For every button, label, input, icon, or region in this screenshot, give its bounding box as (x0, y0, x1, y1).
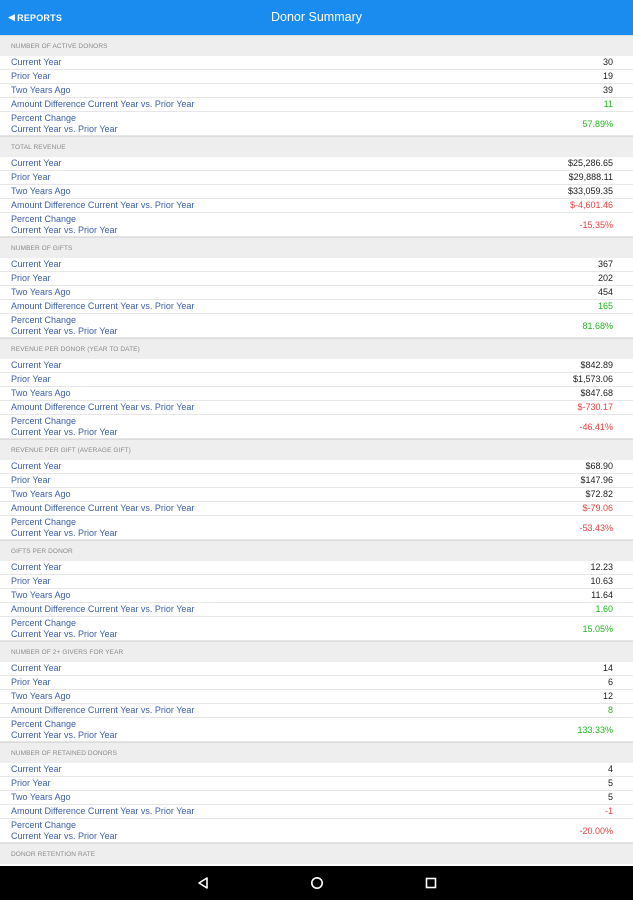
row-value: 8 (607, 705, 613, 715)
square-recents-icon (424, 876, 438, 890)
row-label: Current Year (11, 562, 62, 572)
row-value: 367 (597, 259, 613, 269)
row-value: 133.33% (577, 725, 613, 735)
table-row (0, 286, 633, 300)
row-value: 165 (597, 301, 613, 311)
table-row (0, 171, 633, 185)
row-label: Prior Year (11, 71, 51, 81)
row-label: Two Years Ago (11, 792, 71, 802)
row-value: $29,888.11 (568, 172, 613, 182)
row-label (11, 719, 118, 741)
row-label: Current Year (11, 764, 62, 774)
row-label: Two Years Ago (11, 287, 71, 297)
table-row (0, 516, 633, 540)
row-label: Two Years Ago (11, 388, 71, 398)
row-label-line-2: Current Year vs. Prior Year (11, 831, 118, 841)
row-label-line-1: Percent Change (11, 315, 77, 325)
row-label: Prior Year (11, 172, 51, 182)
section-header-number-of-2-givers-for-year: NUMBER OF 2+ GIVERS FOR YEAR (0, 641, 633, 662)
row-label: Amount Difference Current Year vs. Prior Year (11, 604, 195, 614)
row-label: Prior Year (11, 475, 51, 485)
table-row (0, 258, 633, 272)
table-row (0, 718, 633, 742)
row-value: $33,059.35 (567, 186, 613, 196)
row-value: 15.05% (582, 624, 613, 634)
row-label-line-1: Percent Change (11, 113, 77, 123)
table-row (0, 460, 633, 474)
row-label (11, 517, 118, 539)
table-row (0, 272, 633, 286)
row-label-line-2: Current Year vs. Prior Year (11, 528, 118, 538)
table-row (0, 805, 633, 819)
section-header-total-revenue: TOTAL REVENUE (0, 136, 633, 157)
table-row (0, 617, 633, 641)
row-value: $847.68 (580, 388, 613, 398)
circle-home-icon (310, 876, 324, 890)
table-row (0, 300, 633, 314)
triangle-back-icon (196, 876, 210, 890)
table-row (0, 199, 633, 213)
table-row (0, 704, 633, 718)
report-list[interactable] (0, 35, 633, 866)
row-label: Prior Year (11, 778, 51, 788)
row-label (11, 315, 118, 337)
row-value: 11.64 (591, 590, 613, 600)
row-label: Two Years Ago (11, 489, 71, 499)
table-row (0, 676, 633, 690)
row-value: 6 (607, 677, 613, 687)
table-row (0, 401, 633, 415)
section-header-number-of-retained-donors: NUMBER OF RETAINED DONORS (0, 742, 633, 763)
row-label-line-2: Current Year vs. Prior Year (11, 427, 118, 437)
nav-recents-button[interactable] (411, 866, 451, 900)
row-value: 39 (602, 85, 613, 95)
row-label-line-2: Current Year vs. Prior Year (11, 326, 118, 336)
table-row (0, 213, 633, 237)
table-row (0, 373, 633, 387)
row-label: Current Year (11, 158, 62, 168)
row-value: 454 (597, 287, 613, 297)
row-label: Two Years Ago (11, 186, 71, 196)
row-label (11, 416, 118, 438)
table-row (0, 112, 633, 136)
row-value: $25,286.65 (567, 158, 613, 168)
row-value: 14 (602, 663, 613, 673)
row-value: $-4,601.46 (569, 200, 613, 210)
table-row (0, 359, 633, 373)
row-label: Prior Year (11, 576, 51, 586)
table-row (0, 415, 633, 439)
row-value: $147.96 (580, 475, 613, 485)
row-label (11, 820, 118, 842)
row-value: -1 (604, 806, 613, 816)
table-row (0, 70, 633, 84)
row-value: 81.68% (582, 321, 613, 331)
table-row (0, 603, 633, 617)
section-header-number-of-active-donors: NUMBER OF ACTIVE DONORS (0, 35, 633, 56)
table-row (0, 488, 633, 502)
table-row (0, 98, 633, 112)
section-header-donor-retention-rate: DONOR RETENTION RATE (0, 843, 633, 864)
table-row (0, 387, 633, 401)
row-label: Amount Difference Current Year vs. Prior Year (11, 806, 195, 816)
row-label: Amount Difference Current Year vs. Prior Year (11, 200, 195, 210)
table-row (0, 474, 633, 488)
row-value: 12.23 (590, 562, 613, 572)
row-label (11, 618, 118, 640)
row-label-line-2: Current Year vs. Prior Year (11, 730, 118, 740)
table-row (0, 314, 633, 338)
top-app-bar (0, 0, 633, 35)
row-label: Current Year (11, 461, 62, 471)
table-row (0, 84, 633, 98)
nav-home-button[interactable] (297, 866, 337, 900)
row-value: $68.90 (585, 461, 613, 471)
section-header-revenue-per-donor-year-to-date: REVENUE PER DONOR (YEAR TO DATE) (0, 338, 633, 359)
row-value: $-730.17 (577, 402, 613, 412)
section-header-number-of-gifts: NUMBER OF GIFTS (0, 237, 633, 258)
row-value: 1.60 (595, 604, 613, 614)
row-label (11, 214, 118, 236)
row-label (11, 113, 118, 135)
row-value: 11 (603, 99, 613, 109)
row-label: Amount Difference Current Year vs. Prior Year (11, 705, 195, 715)
row-value: $-79.06 (582, 503, 613, 513)
table-row (0, 575, 633, 589)
row-value: -46.41% (579, 422, 613, 432)
table-row (0, 56, 633, 70)
row-value: $72.82 (585, 489, 613, 499)
row-label: Amount Difference Current Year vs. Prior Year (11, 301, 195, 311)
back-button-label: REPORTS (17, 12, 63, 23)
row-label-line-2: Current Year vs. Prior Year (11, 629, 118, 639)
row-label-line-1: Percent Change (11, 214, 77, 224)
row-label: Current Year (11, 360, 62, 370)
row-value: -20.00% (579, 826, 613, 836)
row-label: Prior Year (11, 273, 51, 283)
table-row (0, 819, 633, 843)
table-row (0, 185, 633, 199)
row-value: 30 (602, 57, 613, 67)
row-value: -53.43% (579, 523, 613, 533)
row-label: Current Year (11, 663, 62, 673)
table-row (0, 502, 633, 516)
table-row (0, 763, 633, 777)
table-row (0, 662, 633, 676)
system-navigation-bar (0, 866, 633, 900)
row-label-line-1: Percent Change (11, 416, 77, 426)
table-row (0, 777, 633, 791)
row-value: 19 (602, 71, 613, 81)
row-label: Current Year (11, 259, 62, 269)
table-row (0, 561, 633, 575)
chevron-left-icon: ◀ (8, 12, 16, 22)
row-label: Two Years Ago (11, 85, 71, 95)
table-row (0, 690, 633, 704)
row-label-line-2: Current Year vs. Prior Year (11, 225, 118, 235)
row-label: Two Years Ago (11, 590, 71, 600)
section-header-gifts-per-donor: GIFTS PER DONOR (0, 540, 633, 561)
row-label-line-2: Current Year vs. Prior Year (11, 124, 118, 134)
row-value: 57.89% (582, 119, 613, 129)
table-row (0, 589, 633, 603)
table-row (0, 157, 633, 171)
table-row (0, 791, 633, 805)
row-label: Prior Year (11, 374, 51, 384)
row-label: Prior Year (11, 677, 51, 687)
row-label: Amount Difference Current Year vs. Prior Year (11, 99, 195, 109)
row-value: 12 (602, 691, 613, 701)
row-value: 5 (607, 792, 613, 802)
row-value: 202 (597, 273, 613, 283)
row-value: $842.89 (580, 360, 613, 370)
row-label-line-1: Percent Change (11, 517, 77, 527)
row-label-line-1: Percent Change (11, 719, 77, 729)
nav-back-button[interactable] (183, 866, 223, 900)
row-value: 10.63 (590, 576, 613, 586)
section-header-revenue-per-gift-average-gift: REVENUE PER GIFT (AVERAGE GIFT) (0, 439, 633, 460)
row-value: 4 (607, 764, 613, 774)
row-value: -15.35% (579, 220, 613, 230)
row-label: Amount Difference Current Year vs. Prior Year (11, 503, 195, 513)
row-value: $1,573.06 (572, 374, 613, 384)
row-label: Amount Difference Current Year vs. Prior Year (11, 402, 195, 412)
row-label: Two Years Ago (11, 691, 71, 701)
page-title: Donor Summary (271, 10, 362, 24)
row-label: Current Year (11, 57, 62, 67)
row-label-line-1: Percent Change (11, 618, 77, 628)
row-value: 5 (607, 778, 613, 788)
row-label-line-1: Percent Change (11, 820, 77, 830)
